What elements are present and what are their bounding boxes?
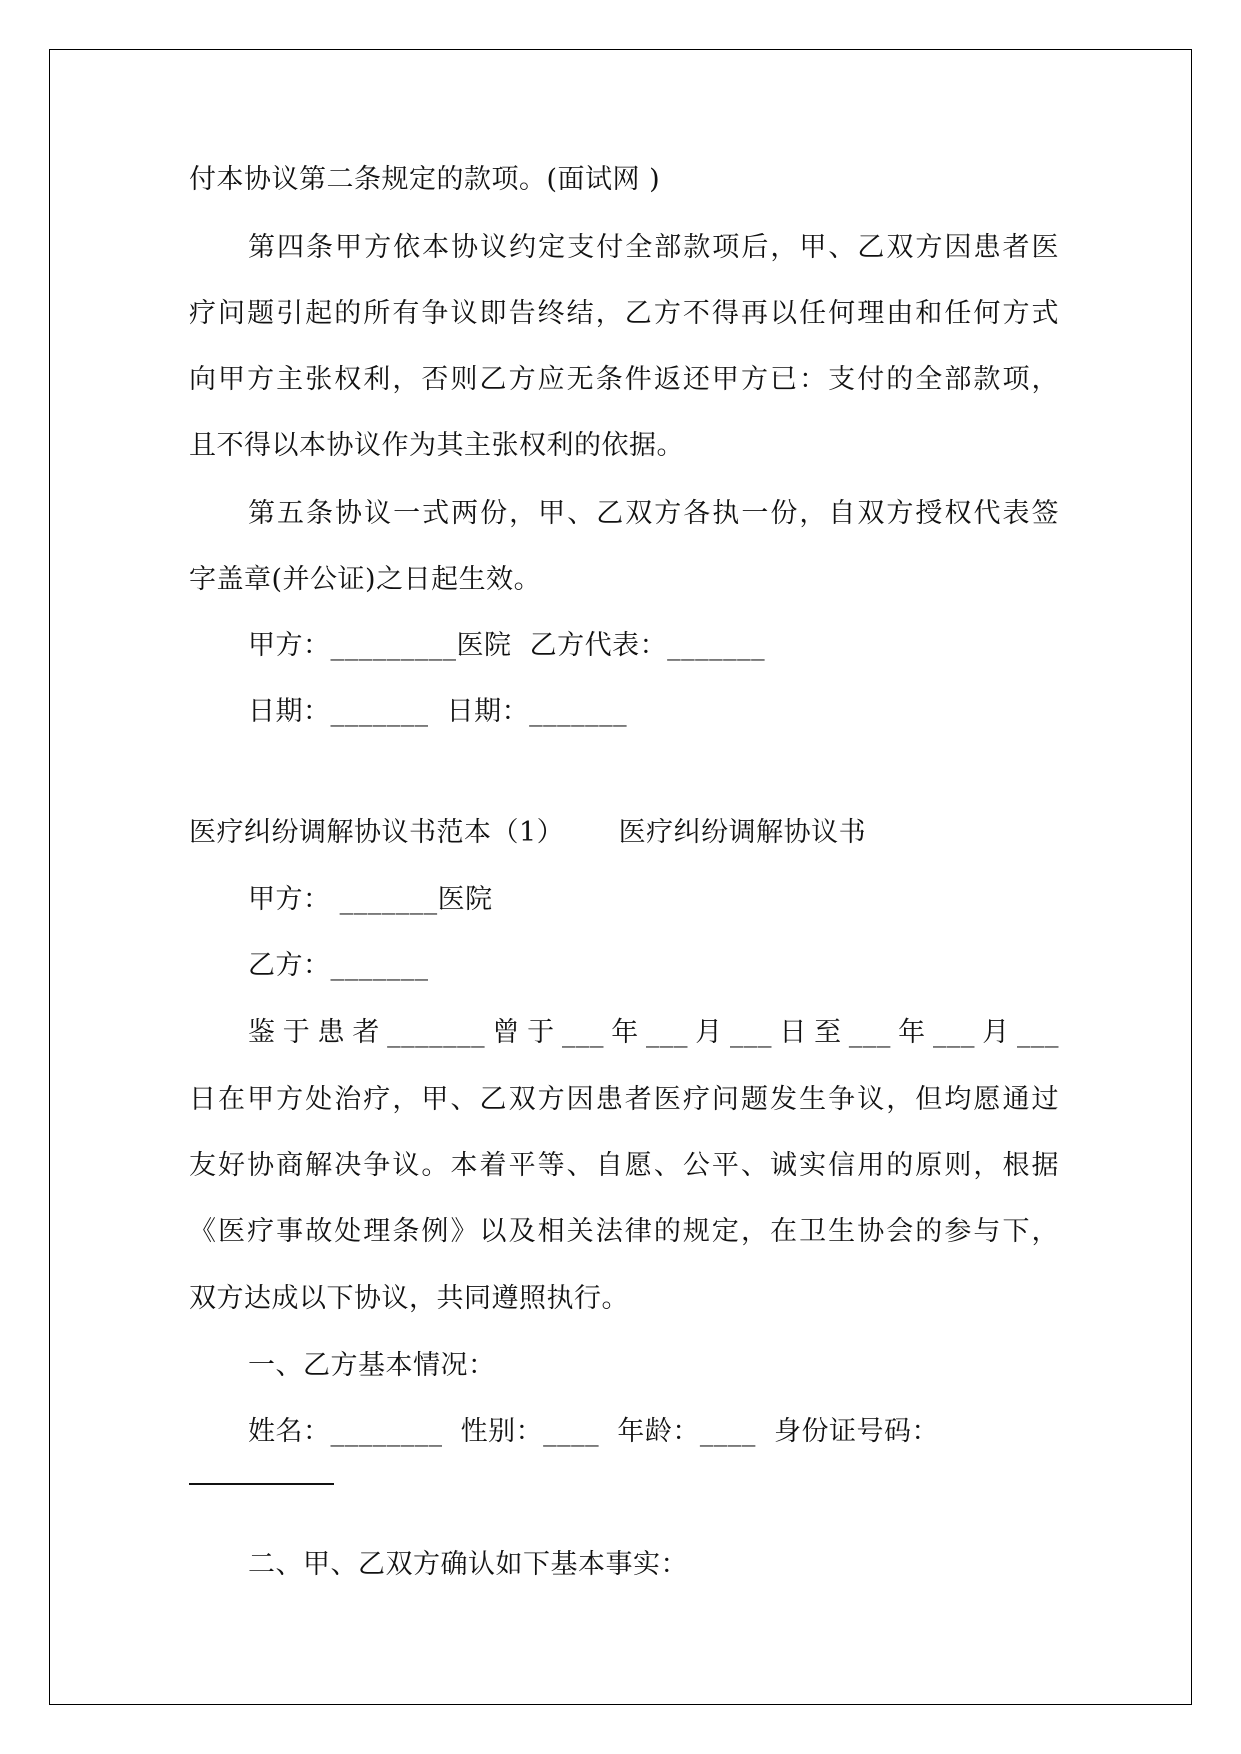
- article-4-line-1: 第四条甲方依本协议约定支付全部款项后，甲、乙双方因患者医: [248, 232, 1059, 263]
- whereas-line-4: 《医疗事故处理条例》以及相关法律的规定，在卫生协会的参与下，: [189, 1216, 1059, 1247]
- section-2-heading: 二、甲、乙双方确认如下基本事实：: [248, 1549, 688, 1580]
- article-4-line-4: 且不得以本协议作为其主张权利的依据。: [189, 430, 684, 461]
- document-title: 医疗纠纷调解协议书范本（1） 医疗纠纷调解协议书: [189, 817, 867, 848]
- article-4-line-2: 疗问题引起的所有争议即告终结，乙方不得再以任何理由和任何方式: [189, 298, 1059, 329]
- party-a-line: 甲方： _______医院: [248, 884, 493, 915]
- section-1-heading: 一、乙方基本情况：: [248, 1350, 496, 1381]
- party-b-info-line: 姓名：________ 性别：____ 年龄：____ 身份证号码：: [248, 1416, 939, 1447]
- signature-date-line: 日期：_______ 日期：_______: [248, 696, 628, 727]
- id-number-blank: [189, 1483, 334, 1485]
- whereas-line-2: 日在甲方处治疗，甲、乙双方因患者医疗问题发生争议，但均愿通过: [189, 1084, 1059, 1115]
- whereas-line-3: 友好协商解决争议。本着平等、自愿、公平、诚实信用的原则，根据: [189, 1150, 1059, 1181]
- article-5-line-2: 字盖章(并公证)之日起生效。: [189, 564, 542, 595]
- text-line-1: 付本协议第二条规定的款项。(面试网 ): [189, 164, 661, 195]
- article-5-line-1: 第五条协议一式两份，甲、乙双方各执一份，自双方授权代表签: [248, 498, 1059, 529]
- article-4-line-3: 向甲方主张权利，否则乙方应无条件返还甲方已：支付的全部款项，: [189, 364, 1059, 395]
- signature-party-line: 甲方：_________医院 乙方代表：_______: [248, 630, 766, 661]
- party-b-line: 乙方：_______: [248, 950, 429, 981]
- whereas-line-1: 鉴于患者_______曾于___年___月___日至___年___月___: [248, 1017, 1059, 1048]
- whereas-line-5: 双方达成以下协议，共同遵照执行。: [189, 1283, 629, 1314]
